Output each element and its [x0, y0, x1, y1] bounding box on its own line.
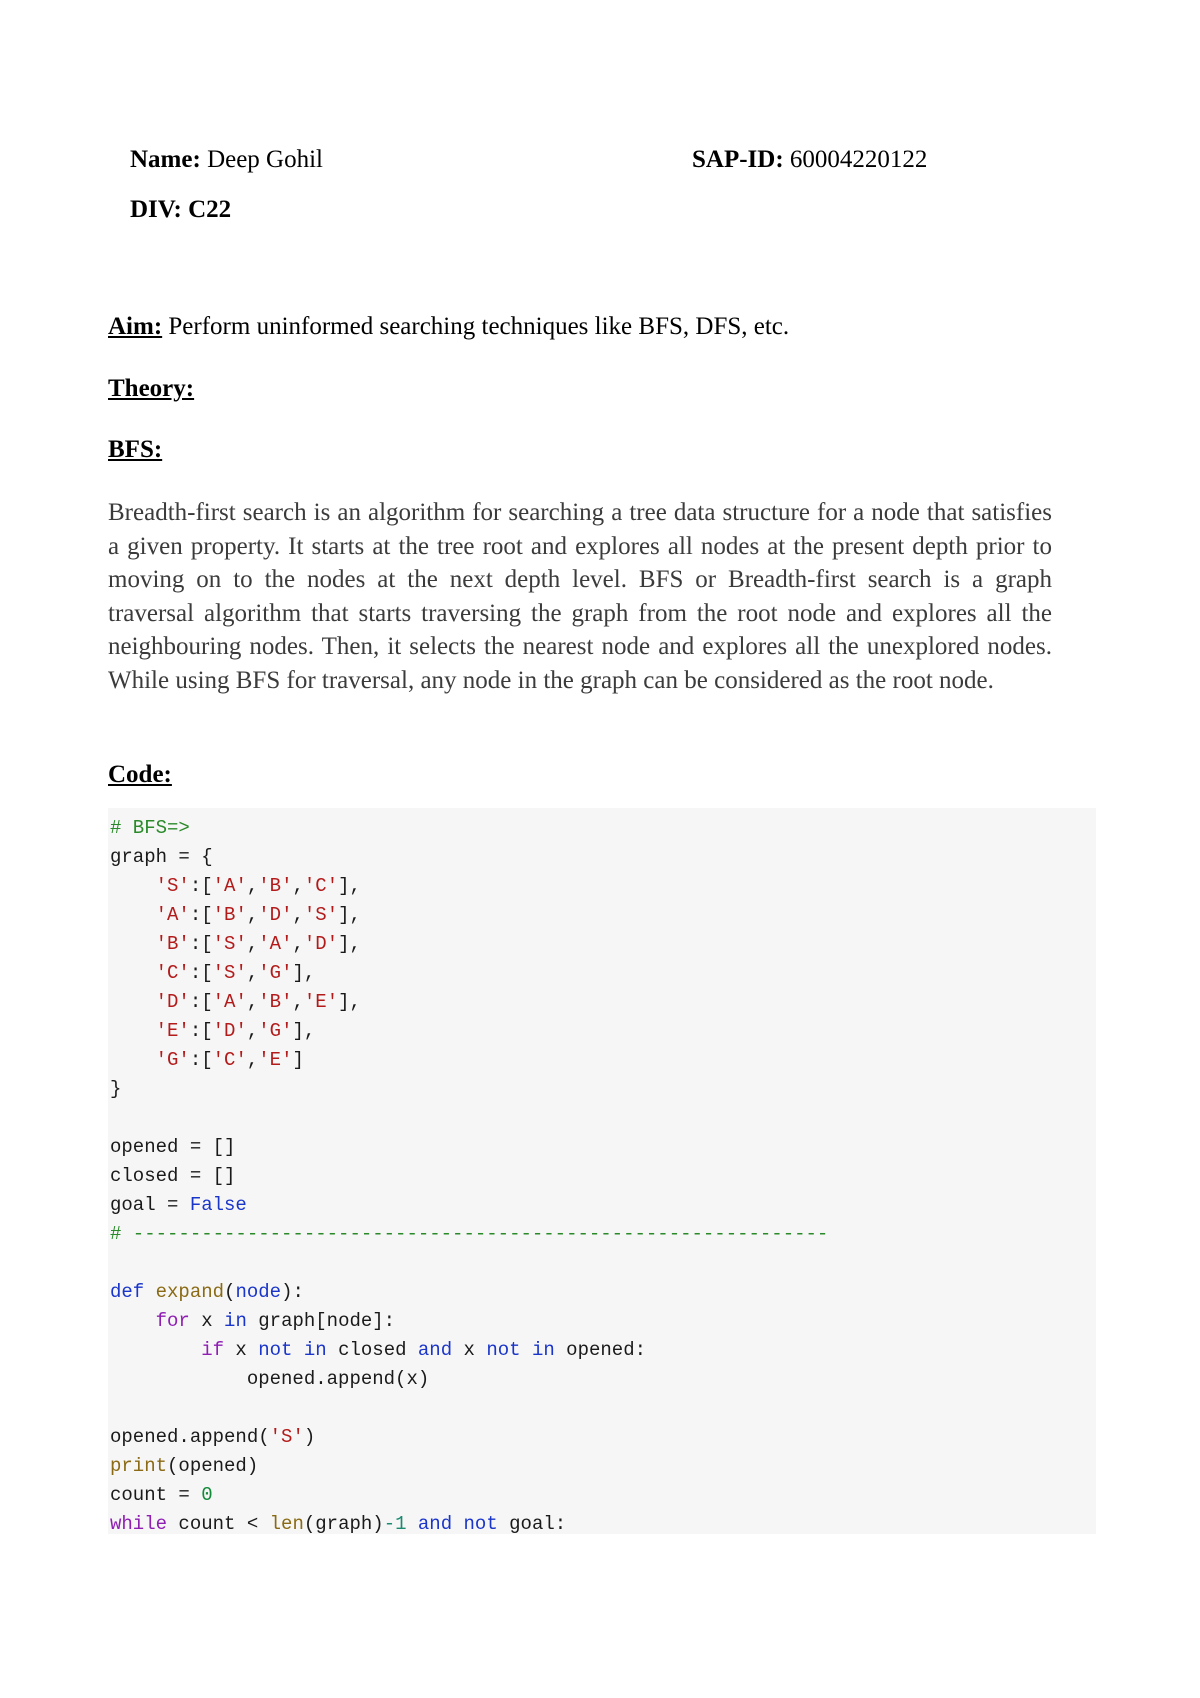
code-token: [292, 1339, 303, 1361]
code-line: [110, 930, 828, 959]
code-token: 'S': [212, 962, 247, 984]
code-token: [110, 1020, 156, 1042]
code-token: closed = []: [110, 1165, 236, 1187]
code-line: [110, 1452, 828, 1481]
code-token: x: [224, 1339, 259, 1361]
div-label: DIV:: [130, 196, 182, 223]
code-token: :[: [189, 962, 213, 984]
code-token: x: [189, 1310, 225, 1332]
code-token: if: [201, 1339, 225, 1361]
code-block: [108, 808, 1096, 1534]
code-token: [144, 1281, 155, 1303]
code-token: ],: [338, 933, 361, 955]
code-token: [110, 1049, 156, 1071]
code-token: ],: [292, 962, 316, 984]
code-token: len: [269, 1513, 304, 1535]
code-token: False: [189, 1194, 247, 1216]
code-token: (graph): [303, 1513, 384, 1535]
code-token: 'C': [303, 875, 339, 897]
code-token: 'S': [155, 875, 190, 897]
code-token: # -------------------------------------------------------------: [110, 1223, 829, 1245]
code-token: 'E': [258, 1049, 293, 1071]
code-token: goal =: [110, 1194, 190, 1216]
code-token: [407, 1513, 418, 1535]
code-token: 'A': [212, 991, 247, 1013]
code-token: ,: [292, 904, 304, 926]
code-token: :[: [189, 875, 213, 897]
code-line: [110, 1423, 828, 1452]
code-token: in: [224, 1310, 247, 1332]
code-token: graph = {: [110, 846, 213, 868]
code-listing: [110, 814, 828, 1539]
code-token: 'B': [258, 991, 293, 1013]
code-token: # BFS=>: [110, 817, 190, 839]
code-token: 'S': [269, 1426, 304, 1448]
code-token: [110, 962, 156, 984]
code-token: 'C': [155, 962, 190, 984]
code-token: -1: [383, 1513, 407, 1535]
code-token: in: [531, 1339, 555, 1361]
code-token: ],: [338, 904, 361, 926]
code-token: 'D': [155, 991, 190, 1013]
code-token: not: [258, 1339, 293, 1361]
code-token: graph[node]:: [246, 1310, 396, 1332]
code-line: [110, 1365, 828, 1394]
code-token: ,: [246, 1049, 259, 1071]
code-line: [110, 959, 828, 988]
bfs-description: Breadth-first search is an algorithm for searching a tree data structure for a node that satisfies a given property. It starts at the tree root and explores all nodes at the present depth prior to moving on to the nodes at the next depth level. BFS or Breadth-first search is a graph traversal algorithm that starts traversing the graph from the root node and explores all the neighbouring nodes. Then, it selects the nearest node and explores all the unexplored nodes. While using BFS for traversal, any node in the graph can be considered as the root node.: [108, 499, 1052, 694]
code-line: [110, 1249, 828, 1278]
code-token: ,: [292, 875, 304, 897]
code-line: [110, 1133, 828, 1162]
code-token: ],: [338, 875, 361, 897]
code-token: count =: [110, 1484, 202, 1506]
code-token: goal:: [497, 1513, 567, 1535]
code-token: [452, 1513, 463, 1535]
division: [130, 196, 231, 224]
code-token: opened.append(: [110, 1426, 270, 1448]
code-token: opened = []: [110, 1136, 236, 1158]
code-token: expand: [155, 1281, 225, 1303]
code-token: 'B': [155, 933, 190, 955]
student-name: [130, 146, 323, 174]
code-line: [110, 1278, 828, 1307]
code-token: opened.append(x): [110, 1368, 430, 1390]
code-token: x: [452, 1339, 487, 1361]
code-token: ):: [281, 1281, 304, 1303]
code-token: 'S': [212, 933, 247, 955]
code-token: 'D': [258, 904, 293, 926]
code-token: :[: [189, 904, 213, 926]
aim-label: Aim:: [108, 313, 163, 340]
code-token: ,: [246, 962, 259, 984]
code-token: ]: [292, 1049, 304, 1071]
aim-line: [108, 313, 789, 341]
code-token: ,: [246, 933, 259, 955]
code-token: 'B': [212, 904, 247, 926]
code-token: ],: [338, 991, 361, 1013]
code-line: [110, 1336, 828, 1365]
code-token: [521, 1339, 532, 1361]
code-token: [110, 1339, 201, 1361]
code-line: [110, 1191, 828, 1220]
code-token: ,: [246, 1020, 259, 1042]
code-token: ],: [292, 1020, 316, 1042]
code-token: :[: [189, 933, 213, 955]
code-token: while: [110, 1513, 168, 1535]
code-token: }: [110, 1078, 122, 1100]
code-token: 'D': [212, 1020, 247, 1042]
code-token: ,: [292, 991, 304, 1013]
code-token: [110, 933, 156, 955]
code-token: count <: [167, 1513, 270, 1535]
code-token: 'A': [212, 875, 247, 897]
code-token: :[: [189, 991, 213, 1013]
code-line: [110, 1307, 828, 1336]
code-line: [110, 843, 828, 872]
sapid-label: SAP-ID:: [692, 146, 784, 173]
code-token: :[: [189, 1020, 213, 1042]
code-token: ,: [246, 904, 259, 926]
code-line: [110, 1162, 828, 1191]
code-token: :[: [189, 1049, 213, 1071]
code-token: 'D': [303, 933, 339, 955]
name-label: Name:: [130, 146, 201, 173]
code-token: ,: [292, 933, 304, 955]
code-token: and: [417, 1339, 453, 1361]
code-token: closed: [326, 1339, 418, 1361]
code-line: [110, 1104, 828, 1133]
code-token: in: [303, 1339, 327, 1361]
code-line: [110, 1394, 828, 1423]
code-token: 'S': [303, 904, 339, 926]
code-line: [110, 901, 828, 930]
code-token: ,: [246, 875, 259, 897]
code-token: [110, 1310, 156, 1332]
code-line: [110, 988, 828, 1017]
code-line: [110, 1220, 828, 1249]
sapid-value: 60004220122: [783, 146, 928, 173]
name-value: Deep Gohil: [200, 146, 324, 173]
code-token: 'A': [155, 904, 190, 926]
code-token: for: [155, 1310, 190, 1332]
div-value: C22: [181, 196, 232, 223]
code-token: 'G': [258, 1020, 293, 1042]
code-token: 'C': [212, 1049, 247, 1071]
code-token: 'G': [258, 962, 293, 984]
code-line: [110, 1046, 828, 1075]
code-token: 'B': [258, 875, 293, 897]
code-heading: Code:: [108, 761, 172, 788]
code-token: and: [417, 1513, 453, 1535]
code-token: [110, 904, 156, 926]
code-line: [110, 1075, 828, 1104]
code-line: [110, 814, 828, 843]
code-token: [110, 875, 156, 897]
code-token: (: [224, 1281, 236, 1303]
code-token: print: [110, 1455, 168, 1477]
code-token: 'E': [155, 1020, 190, 1042]
code-token: ,: [246, 991, 259, 1013]
theory-heading: Theory:: [108, 375, 195, 402]
code-token: 'E': [303, 991, 339, 1013]
code-token: 0: [201, 1484, 213, 1506]
code-token: (opened): [167, 1455, 259, 1477]
code-token: ): [303, 1426, 316, 1448]
code-token: [110, 991, 156, 1013]
code-line: [110, 872, 828, 901]
code-line: [110, 1017, 828, 1046]
aim-text: Perform uninformed searching techniques like BFS, DFS, etc.: [162, 313, 790, 340]
code-token: 'G': [155, 1049, 190, 1071]
code-token: 'A': [258, 933, 293, 955]
code-token: not: [486, 1339, 521, 1361]
bfs-heading: BFS:: [108, 436, 163, 463]
code-token: def: [110, 1281, 145, 1303]
code-line: [110, 1510, 828, 1539]
code-token: opened:: [554, 1339, 646, 1361]
code-token: node: [235, 1281, 282, 1303]
code-token: not: [463, 1513, 498, 1535]
code-line: [110, 1481, 828, 1510]
sap-id: [692, 146, 927, 174]
